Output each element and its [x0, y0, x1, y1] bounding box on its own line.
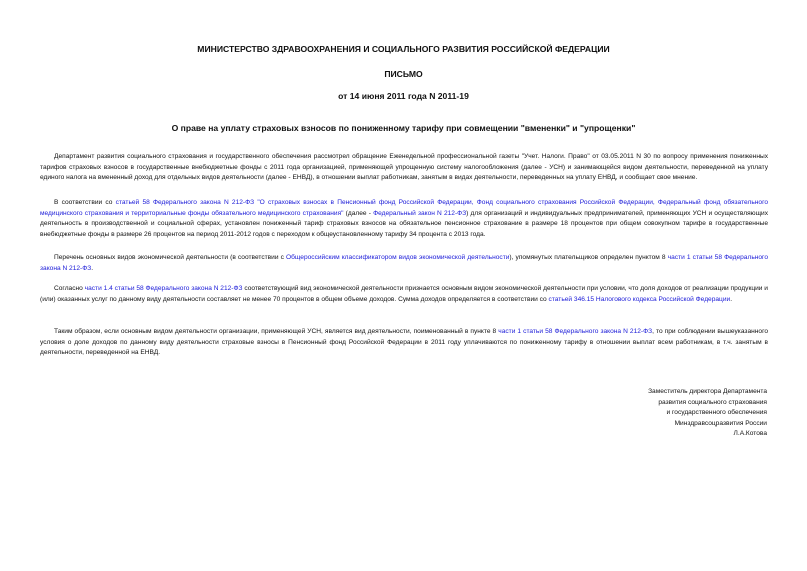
paragraph-2-text-2: (далее - [343, 209, 374, 217]
paragraph-2-text-1: В соответствии со [54, 199, 116, 206]
paragraph-5 [40, 327, 768, 359]
paragraph-4-text-2: соответствующий вид экономической деятельности признается основным видом экономической деятельности при условии, что доля доходов от реализации продукции и (или) оказанных услуг по данному виду деятельности составляет не менее 70 процентов в общем объеме доходов. Сумма доходов определяется в соответствии со [40, 285, 768, 303]
okved-classifier-link[interactable]: Общероссийским классификатором видов экономической деятельности [286, 254, 510, 261]
law-212-article-58-link[interactable]: статьей 58 Федерального закона N 212-ФЗ "О страховых взносах в Пенсионный фонд Российской Федерации, Фонд социального страхования Российской Федерации, Федеральный фонд обязательного медицинского страхования и территориальные фонды обязательного медицинского страхования" [40, 199, 768, 217]
letter-title: О праве на уплату страховых взносов по пониженному тарифу при совмещении "вмененки" и "упрощенки" [171, 123, 636, 133]
law-212-part-1-link-2[interactable]: части 1 статьи 58 Федерального закона N 212-ФЗ [498, 328, 653, 335]
law-212-part-1-link[interactable]: части 1 статьи 58 Федерального закона N 212-ФЗ [40, 254, 768, 272]
paragraph-3 [40, 253, 768, 274]
ministry-heading: МИНИСТЕРСТВО ЗДРАВООХРАНЕНИЯ И СОЦИАЛЬНОГО РАЗВИТИЯ РОССИЙСКОЙ ФЕДЕРАЦИИ [197, 44, 610, 54]
paragraph-2 [40, 198, 768, 240]
signature-line-2: развития социального страхования [658, 398, 767, 406]
signature-line-3: и государственного обеспечения [666, 409, 767, 417]
paragraph-3-text-3: . [91, 264, 94, 272]
paragraph-5-text-1: Таким образом, если основным видом деятельности организации, применяющей УСН, является вид деятельности, поименованный в пункте 8 [54, 328, 499, 335]
paragraph-4-text-1: Согласно [54, 285, 85, 292]
paragraph-4-text-3: . [730, 295, 733, 303]
paragraph-3-text-2: ), упомянутых плательщиков определен пунктом 8 [509, 254, 668, 261]
paragraph-3-text-1: Перечень основных видов экономической деятельности (в соответствии с [54, 254, 287, 261]
signature-block [547, 387, 767, 440]
law-212-part-1-4-link[interactable]: части 1.4 статьи 58 Федерального закона N 212-ФЗ [84, 285, 243, 292]
paragraph-1: Департамент развития социального страхования и государственного обеспечения рассмотрел обращение Еженедельной профессиональной газеты "Учет. Налоги. Право" от 03.05.2011 N 30 по вопросу применения пониженных тарифов страховых взносов в государственные внебюджетные фонды с 2011 года организацией, применяющей упрощенную систему налогообложения (далее - УСН) и занимающейся видом деятельности, переведенной на уплату единого налога на вмененный доход для отдельных видов деятельности (далее - ЕНВД), в отношении выплат работникам, занятым в видах деятельности, переведенных на уплату ЕНВД, и сообщает свое мнение. [40, 153, 768, 182]
signature-name: Л.А.Котова [733, 430, 767, 438]
paragraph-2-text-3: ) для организаций и индивидуальных предпринимателей, применяющих УСН и осуществляющих деятельность в производственной и социальной сферах, установлен пониженный тариф страховых взносов на обязательное пенсионное страхование в размере 18 процентов при общем совокупном тарифе в государственные внебюджетные фонды в размере 26 процентов на период 2011-2012 годов с переходом к общеустановленному тарифу 34 процента с 2013 года. [40, 209, 768, 238]
date-number-heading: от 14 июня 2011 года N 2011-19 [338, 91, 469, 101]
signature-line-4: Минздравсоцразвития России [674, 419, 767, 427]
paragraph-4 [40, 284, 768, 305]
tax-code-346-15-link[interactable]: статьей 346.15 Налогового кодекса Российской Федерации [548, 295, 731, 303]
doc-type-heading: ПИСЬМО [384, 69, 423, 79]
signature-line-1: Заместитель директора Департамента [648, 388, 767, 395]
law-212-short-link[interactable]: Федеральный закон N 212-ФЗ [373, 209, 467, 217]
paragraph-5-text-2: , то при соблюдении вышеуказанного условия о доле доходов по данному виду деятельности страховые взносы в Пенсионный фонд Российской Федерации в 2011 году уплачиваются по пониженному тарифу в отношении выплат всем работникам, в т.ч. занятым в деятельности, переведенной на ЕНВД. [40, 328, 768, 357]
